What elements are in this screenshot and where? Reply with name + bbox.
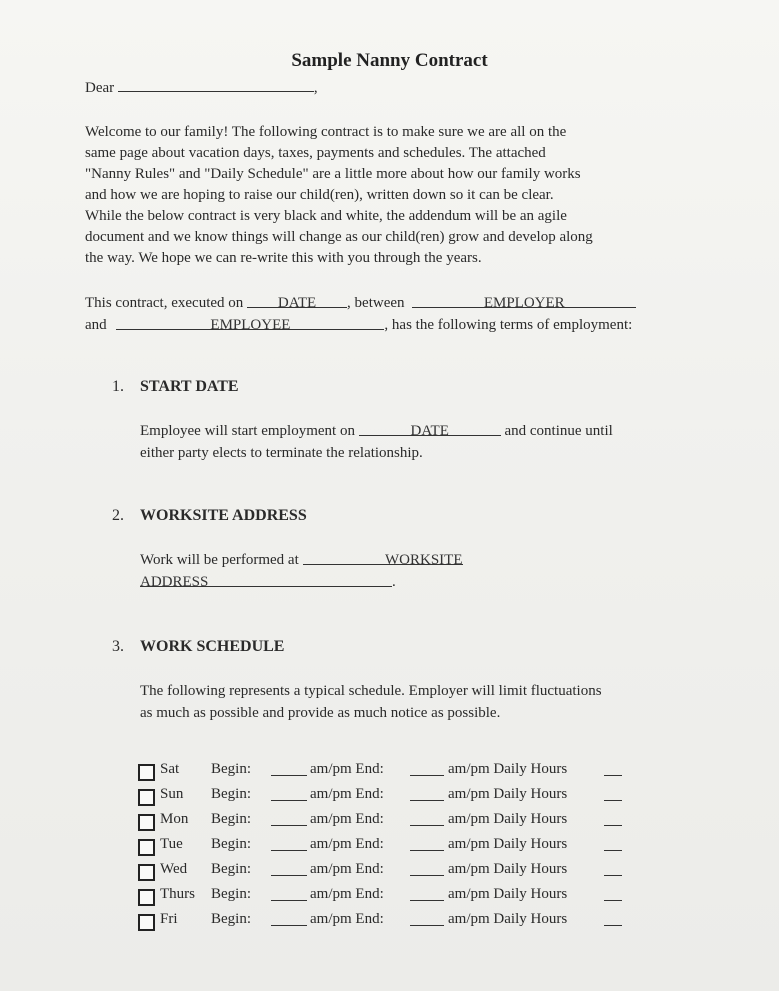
- day-label: Sun: [160, 786, 184, 802]
- ampm-daily-hours-label: am/pm Daily Hours: [448, 786, 568, 802]
- ampm-end-label: am/pm End:: [310, 786, 384, 802]
- contract-date-fill: DATE: [277, 295, 317, 311]
- ampm-daily-hours-label: am/pm Daily Hours: [448, 836, 568, 852]
- section-number: 2.: [112, 507, 124, 524]
- section-schedule-heading: [112, 638, 284, 656]
- ampm-daily-hours-label: am/pm Daily Hours: [448, 811, 568, 827]
- contract-executed-label: This contract, executed on: [85, 295, 244, 311]
- start-date-blank[interactable]: [359, 420, 501, 439]
- employee-blank[interactable]: [116, 314, 384, 333]
- daily-hours-blank[interactable]: [604, 775, 622, 776]
- ampm-daily-hours-label: am/pm Daily Hours: [448, 911, 568, 927]
- schedule-description-line-2: as much as possible and provide as much notice as possible.: [140, 705, 501, 721]
- day-checkbox[interactable]: [138, 814, 155, 831]
- start-date-line-2: either party elects to terminate the relationship.: [140, 445, 423, 461]
- contract-and-label: and: [85, 317, 107, 333]
- section-title: WORKSITE ADDRESS: [140, 507, 307, 524]
- ampm-end-label: am/pm End:: [310, 861, 384, 877]
- section-number: 3.: [112, 638, 124, 655]
- address-blank[interactable]: [140, 571, 392, 590]
- ampm-daily-hours-label: am/pm Daily Hours: [448, 761, 568, 777]
- intro-line: same page about vacation days, taxes, payments and schedules. The attached: [85, 145, 546, 161]
- begin-time-blank[interactable]: [271, 825, 307, 826]
- ampm-end-label: am/pm End:: [310, 911, 384, 927]
- contract-line-1: [85, 292, 636, 314]
- ampm-end-label: am/pm End:: [310, 761, 384, 777]
- contract-line-2: [85, 314, 632, 336]
- worksite-line-1: [140, 549, 463, 571]
- worksite-blank[interactable]: [303, 549, 463, 568]
- ampm-end-label: am/pm End:: [310, 836, 384, 852]
- daily-hours-blank[interactable]: [604, 825, 622, 826]
- end-time-blank[interactable]: [410, 800, 444, 801]
- begin-label: Begin:: [211, 861, 251, 877]
- intro-line: and how we are hoping to raise our child(ren), written down so it can be clear.: [85, 187, 554, 203]
- day-checkbox[interactable]: [138, 764, 155, 781]
- recipient-name-blank[interactable]: [118, 76, 314, 92]
- day-label: Fri: [160, 911, 178, 927]
- intro-line: While the below contract is very black and white, the addendum will be an agile: [85, 208, 567, 224]
- ampm-end-label: am/pm End:: [310, 811, 384, 827]
- end-time-blank[interactable]: [410, 900, 444, 901]
- salutation-line: [85, 76, 318, 99]
- end-time-blank[interactable]: [410, 925, 444, 926]
- worksite-text: Work will be performed at: [140, 552, 299, 568]
- day-label: Tue: [160, 836, 183, 852]
- contract-date-blank[interactable]: [247, 292, 347, 311]
- end-time-blank[interactable]: [410, 850, 444, 851]
- start-date-fill: DATE: [410, 423, 449, 439]
- daily-hours-blank[interactable]: [604, 900, 622, 901]
- intro-line: document and we know things will change as our child(ren) grow and develop along: [85, 229, 593, 245]
- begin-time-blank[interactable]: [271, 775, 307, 776]
- schedule-description-line-1: The following represents a typical schedule. Employer will limit fluctuations: [140, 683, 602, 699]
- worksite-fill: WORKSITE: [385, 552, 463, 568]
- daily-hours-blank[interactable]: [604, 850, 622, 851]
- salutation-comma: ,: [313, 80, 318, 96]
- start-date-line-1: [140, 420, 613, 442]
- daily-hours-blank[interactable]: [604, 800, 622, 801]
- intro-line: Welcome to our family! The following contract is to make sure we are all on the: [85, 124, 567, 140]
- start-date-continue-text: and continue until: [504, 423, 613, 439]
- begin-time-blank[interactable]: [271, 800, 307, 801]
- section-number: 1.: [112, 378, 124, 395]
- ampm-daily-hours-label: am/pm Daily Hours: [448, 861, 568, 877]
- day-label: Wed: [160, 861, 188, 877]
- intro-paragraph: [85, 122, 725, 269]
- begin-time-blank[interactable]: [271, 925, 307, 926]
- begin-label: Begin:: [211, 811, 251, 827]
- employee-fill: EMPLOYEE: [210, 317, 291, 333]
- salutation-label: Dear: [85, 80, 115, 96]
- begin-time-blank[interactable]: [271, 850, 307, 851]
- begin-label: Begin:: [211, 786, 251, 802]
- begin-label: Begin:: [211, 911, 251, 927]
- address-fill: ADDRESS: [140, 574, 209, 590]
- worksite-line-2: [140, 571, 396, 593]
- intro-line: the way. We hope we can re-write this with you through the years.: [85, 250, 482, 266]
- day-checkbox[interactable]: [138, 864, 155, 881]
- begin-label: Begin:: [211, 886, 251, 902]
- day-checkbox[interactable]: [138, 839, 155, 856]
- employer-fill: EMPLOYER: [483, 295, 565, 311]
- begin-time-blank[interactable]: [271, 900, 307, 901]
- day-checkbox[interactable]: [138, 914, 155, 931]
- begin-time-blank[interactable]: [271, 875, 307, 876]
- end-time-blank[interactable]: [410, 825, 444, 826]
- address-period: .: [392, 574, 396, 590]
- employer-blank[interactable]: [412, 292, 636, 311]
- begin-label: Begin:: [211, 836, 251, 852]
- contract-between-label: , between: [347, 295, 405, 311]
- day-label: Sat: [160, 761, 180, 777]
- day-label: Mon: [160, 811, 189, 827]
- end-time-blank[interactable]: [410, 875, 444, 876]
- day-label: Thurs: [160, 886, 195, 902]
- section-start-date-heading: [112, 378, 239, 396]
- end-time-blank[interactable]: [410, 775, 444, 776]
- daily-hours-blank[interactable]: [604, 925, 622, 926]
- start-date-text: Employee will start employment on: [140, 423, 355, 439]
- section-worksite-heading: [112, 507, 307, 525]
- contract-terms-label: , has the following terms of employment:: [384, 317, 633, 333]
- intro-line: "Nanny Rules" and "Daily Schedule" are a little more about how our family works: [85, 166, 581, 182]
- begin-label: Begin:: [211, 761, 251, 777]
- section-title: WORK SCHEDULE: [140, 638, 285, 655]
- ampm-daily-hours-label: am/pm Daily Hours: [448, 886, 568, 902]
- ampm-end-label: am/pm End:: [310, 886, 384, 902]
- section-title: START DATE: [140, 378, 239, 395]
- daily-hours-blank[interactable]: [604, 875, 622, 876]
- document-title: Sample Nanny Contract: [291, 50, 488, 71]
- day-checkbox[interactable]: [138, 789, 155, 806]
- day-checkbox[interactable]: [138, 889, 155, 906]
